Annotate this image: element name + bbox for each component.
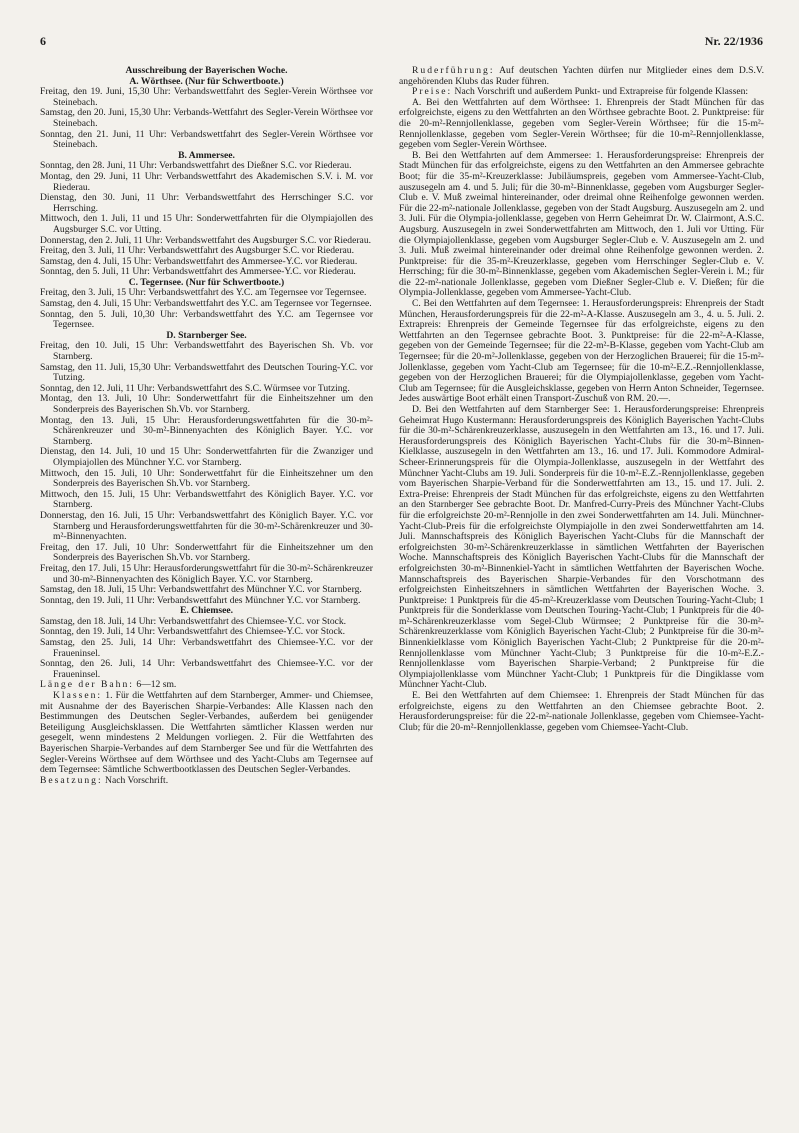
article-title: Ausschreibung der Bayerischen Woche. (125, 65, 288, 76)
issue-number: Nr. 22/1936 (704, 34, 763, 48)
event-entry: Sonntag, den 19. Juli, 14 Uhr: Verbandswettfahrt des Chiemsee-Y.C. vor Stock. (40, 626, 346, 638)
prize-paragraphs (399, 98, 764, 734)
event-entry: Sonntag, den 21. Juni, 11 Uhr: Verbandswettfahrt des Segler-Verein Wörthsee vor Steinebach. (40, 128, 373, 151)
bahn-label: Länge der Bahn: (40, 679, 134, 691)
event-entry: Sonntag, den 26. Juli, 14 Uhr: Verbandswettfahrt des Chiemsee-Y.C. vor der Fraueninsel. (40, 658, 373, 680)
event-entry: Sonntag, den 19. Juli, 11 Uhr: Verbandswettfahrt des Münchner Y.C. vor Starnberg. (40, 594, 361, 606)
section-heading: A. Wörthsee. (Nur für Schwertboote.) (129, 75, 284, 87)
section-heading: C. Tegernsee. (Nur für Schwertboote.) (128, 276, 285, 288)
event-entry: Mittwoch, den 15. Juli, 10 Uhr: Sonderwettfahrt für die Einheitszehner um den Sonderpreis des Bayerischen Sh.Vb. vor Starnberg. (40, 467, 373, 490)
prize-paragraph: B. Bei den Wettfahrten auf dem Ammersee: 1. Herausforderungspreise: Ehrenpreis der Stadt München für das erfolgreichste, eigens zu den Wettfahrten an den Ammersee gebrachte Boot; für die 35-m²-Kreuzerklasse: Jubiläumspreis, gegeben vom Ammersee-Yacht-Club, auszusegeln am 4. und 5. Juli; für die 30-m²-Binnenklasse, gegeben vom Augsburger Segler-Club e. V. Muß zweimal hintereinander, oder dreimal ohne Reihenfolge gewonnen werden. Für die 22-m²-nationale Jollenklasse, gegeben von der Stadt Augsburg. Auszusegeln am 2. und 3. Juli. Für die Olympia-jollenklasse, gegeben von Herrn Geheimrat Dr. W. Clairmont, A.S.C. Augsburg. Auszusegeln in zwei Sonderwettfahrten am Mittwoch, den 1. Juli vor Utting. Für die Olympiajollenklasse, gegeben vom Augsburger Segler-Club e. V. Auszusegeln am 2. und 3. Juli. Muß zweimal hintereinander oder dreimal ohne Reihenfolge gewonnen werden. 2. Punktpreise: für die 35-m²-Kreuzerklasse, gegeben vom Herrschinger Segler-Club e. V. Herrsching; für die 30-m²-Binnenklasse, gegeben vom Akademischen Segler-Verein i. M.; für die 22-m²-nationale Jollenklasse, gegeben vom Dießner Segler-Club e. V. Dießen; für die Olympia-Jollenklasse, gegeben vom Ammersee-Yacht-Club. (399, 149, 764, 299)
preise-label: Preise: (412, 86, 453, 98)
event-entry: Donnerstag, den 2. Juli, 11 Uhr: Verbandswettfahrt des Augsburger S.C. vor Riederau. (40, 234, 372, 246)
event-entry: Samstag, den 18. Juli, 14 Uhr: Verbandswettfahrt des Chiemsee-Y.C. vor Stock. (40, 615, 347, 627)
event-entry: Donnerstag, den 16. Juli, 15 Uhr: Verbandswettfahrt des Königlich Bayer. Y.C. vor Starnberg und Herausforderungswettfahrten für die 30-m²-Schärenkreuzer und 30-m²-Binnenyachten. (40, 509, 373, 543)
prize-paragraph: A. Bei den Wettfahrten auf dem Wörthsee: 1. Ehrenpreis der Stadt München für das erfolgreichste, eigens zu den Wettfahrten an den Wörthsee gebrachte Boot. 2. Punktpreise: für die 20-m²-Rennjollenklasse, gegeben vom Segler-Verein Wörthsee; für die 15-m²-Rennjollenklasse, gegeben vom Segler-Verein Wörthsee; für die 10-m²-Rennjollenklasse, gegeben vom Segler-Verein Wörthsee. (399, 96, 764, 151)
prize-paragraph: E. Bei den Wettfahrten auf dem Chiemsee: 1. Ehrenpreis der Stadt München für das erfolgreichste, eigens zu den Wettfahrten an den Chiemsee gebrachte Boot. 2. Herausforderungspreise: für die 22-m²-nationale Jollenklasse, gegeben vom Chiemsee-Yacht-Club; für die 20-m²-Rennjollenklasse, gegeben vom Chiemsee-Yacht-Club. (399, 690, 764, 733)
event-entry: Sonntag, den 28. Juni, 11 Uhr: Verbandswettfahrt des Dießner S.C. vor Riederau. (40, 160, 352, 172)
event-entry: Freitag, den 17. Juli, 15 Uhr: Herausforderungswettfahrt für die 30-m²-Schärenkreuzer und 30-m²-Binnenyachten des Königlich Bayer. Y.C. vor Starnberg. (40, 562, 373, 585)
event-entry: Sonntag, den 12. Juli, 11 Uhr: Verbandswettfahrt des S.C. Würmsee vor Tutzing. (40, 382, 350, 394)
page-header (40, 34, 763, 48)
section-heading: B. Ammersee. (178, 149, 235, 161)
klassen-label: Klassen: (53, 690, 103, 702)
event-entry: Mittwoch, den 1. Juli, 11 und 15 Uhr: Sonderwettfahrten für die Olympiajollen des Augsburger S.C. vor Utting. (40, 213, 373, 235)
event-entry: Samstag, den 4. Juli, 15 Uhr: Verbandswettfahrt des Ammersee-Y.C. vor Riederau. (40, 255, 358, 267)
event-entry: Montag, den 13. Juli, 10 Uhr: Sonderwettfahrt für die Einheitszehner um den Sonderpreis des Bayerischen Sh.Vb. vor Starnberg. (40, 393, 373, 415)
besatzung-label: Besatzung: (40, 774, 103, 786)
bahn-text: 6—12 sm. (136, 679, 177, 691)
event-entry: Samstag, den 18. Juli, 15 Uhr: Verbandswettfahrt des Münchner Y.C. vor Starnberg. (40, 584, 362, 596)
event-entry: Montag, den 13. Juli, 15 Uhr: Herausforderungswettfahrten für die 30-m²-Schärenkreuzer und 30-m²-Binnenyachten des Königlich Bayer. Y.C. vor Starnberg. (40, 414, 373, 447)
besatzung-paragraph (40, 776, 373, 787)
klassen-text: 1. Für die Wettfahrten auf dem Starnberger, Ammer- und Chiemsee, mit Ausnahme der des Bayerischen Sharpie-Verbandes: Alle Klassen nach den Bestimmungen des Deutschen Segler-Verbandes, außerdem bei genügender Beteiligung Ausgleichsklassen. Die Wettfahrten sämtlicher Klassen werden nur gesegelt, wenn mindestens 2 Meldungen vorliegen. 2. Für die Wettfahrten des Bayerischen Sharpie-Verbandes auf dem Starnberger See und für die Wettfahrten des Segler-Vereins Wörthsee auf dem Wörthsee und des Yacht-Clubs am Tegernsee auf dem Tegernsee: Sämtliche Schwertbootklassen des Deutschen Segler-Verbandes. (40, 690, 373, 776)
event-entry: Samstag, den 25. Juli, 14 Uhr: Verbandswettfahrt des Chiemsee-Y.C. vor der Fraueninsel. (40, 637, 373, 659)
event-entry: Samstag, den 11. Juli, 15,30 Uhr: Verbandswettfahrt des Deutschen Touring-Y.C. vor Tutzing. (40, 361, 373, 384)
event-entry: Freitag, den 10. Juli, 15 Uhr: Verbandswettfahrt des Bayerischen Sh. Vb. vor Starnberg. (40, 340, 373, 363)
event-entry: Sonntag, den 5. Juli, 11 Uhr: Verbandswettfahrt des Ammersee-Y.C. vor Riederau. (40, 266, 356, 278)
section-heading: E. Chiemsee. (179, 605, 234, 617)
event-entry: Freitag, den 3. Juli, 15 Uhr: Verbandswettfahrt des Y.C. am Tegernsee vor Tegernsee. (40, 287, 367, 299)
ruder-label: Ruderführung: (412, 65, 495, 76)
prize-paragraph: D. Bei den Wettfahrten auf dem Starnberger See: 1. Herausforderungspreise: Ehrenpreis Geheimrat Hugo Kustermann: Herausforderungspreis des Königlich Bayerischen Yacht-Clubs für die 30-m²-Schärenkreuzerklasse, auszusegeln in den Wettfahrten am 13., 16. und 17. Juli. Herausforderungspreis des Königlich Bayerischen Yacht-Clubs für die 30-m²-Binnen-Kielklasse, auszusegeln in den Wettfahrten am 13., 16. und 17. Juli. Kommodore Admiral-Scheer-Erinnerungspreis für die Olympia-Jollenklasse, auszusegeln in der Wettfahrt des Münchner Yacht-Clubs am 19. Juli. Sonderpreis für die 10-m²-E.Z.-Rennjollenklasse, gegeben vom Bayerischen Sharpie-Verband für die Sonderwettfahrten am 13., 15. und 17. Juli. 2. Extra-Preise: Ehrenpreis der Stadt München für das erfolgreichste, eigens zu den Wettfahrten an den Starnberger See gebrachte Boot. Dr. Manfred-Curry-Preis des Münchner Yacht-Clubs für die erfolgreichste 20-m²-Rennjolle in den zwei Sonderwettfahrten am 14. Juli. Münchner-Yacht-Club-Preis für die erfolgreichste Olympiajolle in den zwei Sonderwettfahrten am 14. Juli. Mannschaftspreis des Königlich Bayerischen Yacht-Clubs für die Mannschaft der erfolgreichsten 30-m²-Schärenkreuzerklasse in sämtlichen Wettfahrten der Bayerischen Woche. Mannschaftspreis des Königlich Bayerischen Yacht-Clubs für die Mannschaft der erfolgreichsten 30-m²-Binnenkiel-Yacht in sämtlichen Wettfahrten der Bayerischen Woche. Mannschaftspreis des Bayerischen Sharpie-Verbandes für den Vorschotmann des erfolgreichsten Einheitszehners in sämtlichen Wettfahrten der Bayerischen Woche. 3. Punktpreise: 1 Punktpreis für die 45-m²-Kreuzerklasse vom Deutschen Touring-Yacht-Club; 1 Punktpreis für die Sonderklasse vom Deutschen Touring-Yacht-Club; 1 Punktpreis für die 40-m²-Schärenkreuzerklasse vom Segel-Club Würmsee; 2 Punktpreise für die 30-m²-Schärenkreuzerklasse vom Königlich Bayerischen Yacht-Club; 2 Punktpreise für die 30-m²-Binnenkielklasse vom Königlich Bayerischen Yacht-Club; 2 Punktpreise für die 20-m²-Rennjollenklasse vom Münchner Yacht-Club; 3 Punktpreise für die 10-m²-E.Z.-Rennjollenklasse vom Bayerischen Sharpie-Verband; 2 Punktpreise für die Olympiajollenklasse vom Münchner Yacht-Club; 1 Punktpreis für die Dingiklasse vom Münchner Yacht-Club. (399, 404, 764, 691)
event-entry: Samstag, den 20. Juni, 15,30 Uhr: Verbands-Wettfahrt des Segler-Verein Wörthsee vor Steinebach. (40, 107, 373, 129)
event-entry: Dienstag, den 30. Juni, 11 Uhr: Verbandswettfahrt des Herrschinger S.C. vor Herrsching. (40, 192, 373, 214)
event-entry: Freitag, den 3. Juli, 11 Uhr: Verbandswettfahrt des Augsburger S.C. vor Riederau. (40, 245, 354, 257)
venue-sections (40, 77, 373, 681)
preise-text: Nach Vorschrift und außerdem Punkt- und Extrapreise für folgende Klassen: (454, 86, 749, 98)
right-column (399, 66, 764, 733)
prize-paragraph: C. Bei den Wettfahrten auf dem Tegernsee: 1. Herausforderungspreis: Ehrenpreis der Stadt München, Herausforderungspreis für die 22-m²-A-Klasse. Auszusegeln am 3., 4. u. 5. Juli. 2. Extrapreis: Ehrenpreis der Gemeinde Tegernsee für das erfolgreichste, eigens zu den Wettfahrten an den Tegernsee gebrachte Boot. 3. Punktpreise: für die 22-m²-A-Klasse, gegeben von der Gemeinde Tegernsee; für die 22-m²-B-Klasse, gegeben vom Yacht-Club am Tegernsee; für die 20-m²-Jollenklasse, gegeben von der Herzoglichen Brauerei; für die 15-m²-Jollenklasse, gegeben vom Yacht-Club am Tegernsee; für die 10-m²-E.Z.-Rennjollenklasse, gegeben von der Herzoglichen Brauerei; für die Olympiajollenklasse, gegeben vom Yacht-Club am Tegernsee; für die Ausgleichsklasse, gegeben von Herrn Anton Schneider, Tegernsee. Jedes auswärtige Boot erhält einen Transport-Zuschuß von RM. 20.—. (399, 298, 764, 405)
klassen-paragraph (40, 691, 373, 776)
event-entry: Freitag, den 17. Juli, 10 Uhr: Sonderwettfahrt für die Einheitszehner um den Sonderpreis des Bayerischen Sh.Vb. vor Starnberg. (40, 541, 373, 564)
event-entry: Sonntag, den 5. Juli, 10,30 Uhr: Verbandswettfahrt des Y.C. am Tegernsee vor Tegernsee. (40, 308, 373, 331)
event-entry: Mittwoch, den 15. Juli, 15 Uhr: Verbandswettfahrt des Königlich Bayer. Y.C. vor Starnberg. (40, 488, 373, 511)
ruder-paragraph (399, 66, 764, 87)
section-heading: D. Starnberger See. (166, 329, 247, 341)
left-column (40, 66, 373, 786)
event-entry: Samstag, den 4. Juli, 15 Uhr: Verbandswettfahrt des Y.C. am Tegernsee vor Tegernsee. (40, 298, 372, 310)
event-entry: Montag, den 29. Juni, 11 Uhr: Verbandswettfahrt des Akademischen S.V. i. M. vor Riederau. (40, 170, 373, 193)
besatzung-text: Nach Vorschrift. (105, 774, 169, 786)
event-entry: Freitag, den 19. Juni, 15,30 Uhr: Verbandswettfahrt des Segler-Verein Wörthsee vor Steinebach. (40, 86, 373, 108)
ruder-text: Auf deutschen Yachten dürfen nur Mitglieder eines dem D.S.V. angehörenden Klubs das Ruder führen. (399, 65, 764, 87)
event-entry: Dienstag, den 14. Juli, 10 und 15 Uhr: Sonderwettfahrten für die Zwanziger und Olympiajollen des Münchner Y.C. vor Starnberg. (40, 446, 373, 468)
page-number: 6 (40, 34, 46, 48)
